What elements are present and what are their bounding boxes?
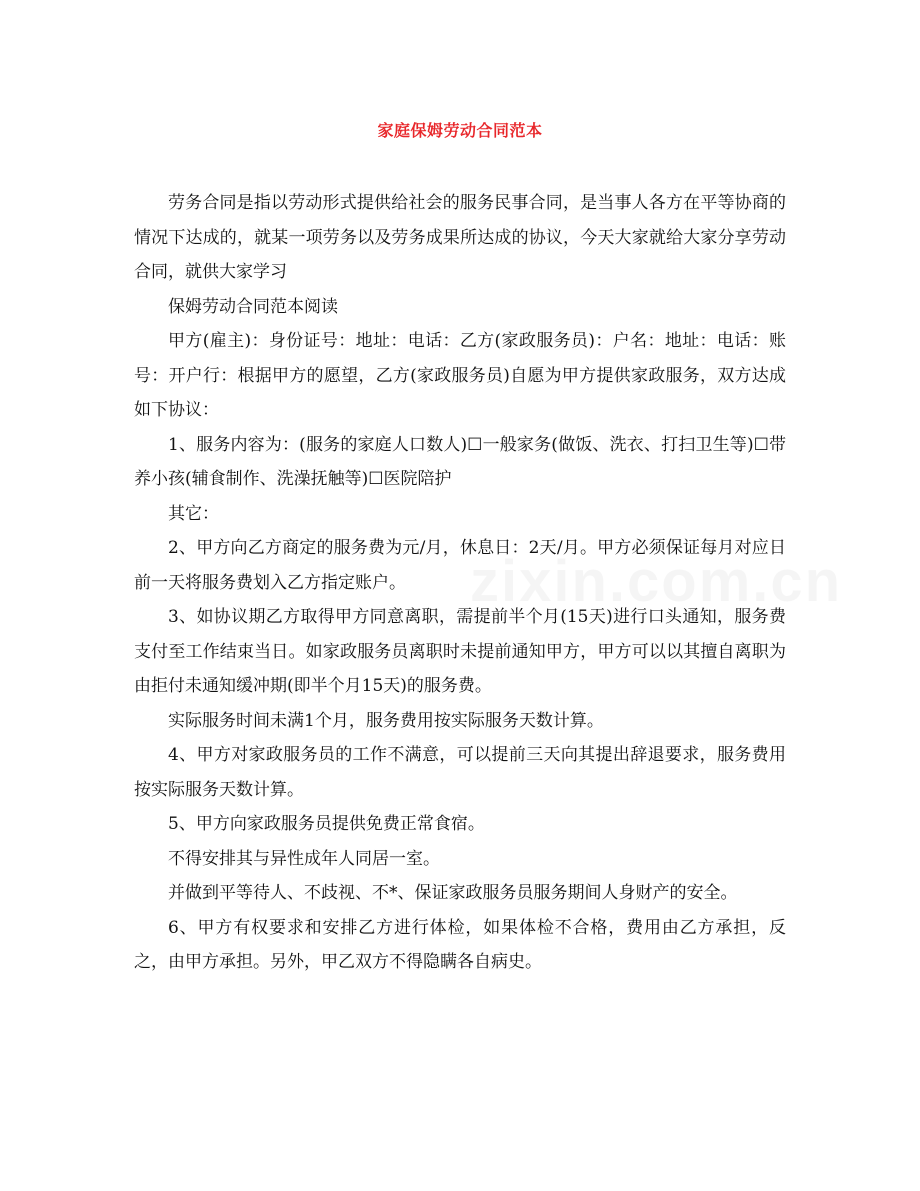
paragraph-clause-5-note-a: 不得安排其与异性成年人同居一室。: [168, 848, 440, 869]
paragraph-other: 其它：: [168, 503, 219, 524]
document-body: [134, 186, 786, 980]
paragraph-clause-5-note-b: 并做到平等待人、不歧视、不*、保证家政服务员服务期间人身财产的安全。: [168, 883, 738, 903]
paragraph-clause-2: 2、甲方向乙方商定的服务费为元/月，休息日：2天/月。甲方必须保证每月对应日前一天将服务费划入乙方指定账户。: [134, 538, 786, 593]
paragraph-clause-6: 6、甲方有权要求和安排乙方进行体检，如果体检不合格，费用由乙方承担，反之，由甲方承担。另外，甲乙双方不得隐瞒各自病史。: [134, 917, 786, 972]
paragraph-clause-4: 4、甲方对家政服务员的工作不满意，可以提前三天向其提出辞退要求，服务费用按实际服务天数计算。: [134, 745, 786, 800]
paragraph-subtitle: 保姆劳动合同范本阅读: [168, 296, 338, 317]
paragraph-clause-3: 3、如协议期乙方取得甲方同意离职，需提前半个月(15天)进行口头通知，服务费支付至工作结束当日。如家政服务员离职时未提前通知甲方，甲方可以以其擅自离职为由拒付未通知缓冲期(即半个月15天)的服务费。: [134, 607, 786, 696]
paragraph-clause-1: 1、服务内容为：(服务的家庭人口数人)☐一般家务(做饭、洗衣、打扫卫生等)☐带养小孩(辅食制作、洗澡抚触等)☐医院陪护: [134, 434, 786, 489]
paragraph-clause-3-note: 实际服务时间未满1个月，服务费用按实际服务天数计算。: [168, 710, 604, 731]
paragraph-intro: 劳务合同是指以劳动形式提供给社会的服务民事合同，是当事人各方在平等协商的情况下达成的，就某一项劳务以及劳务成果所达成的协议，今天大家就给大家分享劳动合同，就供大家学习: [134, 193, 786, 282]
paragraph-parties: 甲方(雇主)：身份证号：地址：电话：乙方(家政服务员)：户名：地址：电话：账号：开户行：根据甲方的愿望，乙方(家政服务员)自愿为甲方提供家政服务，双方达成如下协议：: [134, 331, 786, 420]
document-title: 家庭保姆劳动合同范本: [377, 121, 543, 140]
paragraph-clause-5: 5、甲方向家政服务员提供免费正常食宿。: [168, 814, 485, 834]
